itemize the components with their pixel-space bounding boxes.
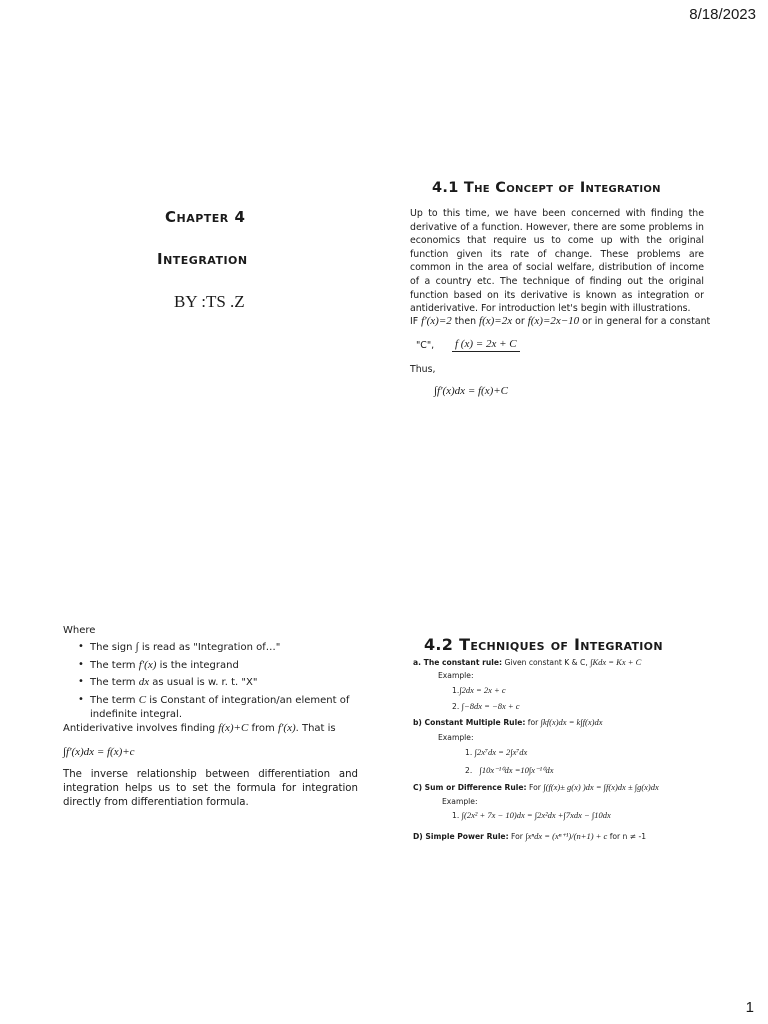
example-item: 2. ∫−8dx = −8x + c (452, 701, 520, 711)
page-number: 1 (745, 999, 754, 1016)
example-label: Example: (438, 733, 474, 742)
antiderivative-formula: ∫f′(x)dx = f(x)+c (63, 746, 135, 758)
example-item: 1.∫2dx = 2x + c (452, 685, 506, 695)
where-label: Where (63, 625, 96, 636)
example-label: Example: (442, 797, 478, 806)
rule-b: b) Constant Multiple Rule: for ∫kf(x)dx = k∫f(x)dx (413, 717, 603, 727)
section-title-techniques: 4.2 Techniques of Integration (424, 635, 663, 654)
if-math-3: f(x)=2x−10 (527, 315, 580, 327)
chapter-title: Chapter 4 (165, 208, 246, 226)
constant-formula: f (x) = 2x + C (452, 338, 520, 352)
rule-a: a. The constant rule: Given constant K & C, ∫Kdx = Kx + C (413, 657, 642, 667)
if-statement (410, 315, 710, 327)
integral-formula: ∫f′(x)dx = f(x)+C (434, 385, 509, 397)
rule-c: C) Sum or Difference Rule: For ∫(f(x)± g(x) )dx = ∫f(x)dx ± ∫g(x)dx (413, 782, 659, 792)
if-then: then (451, 316, 480, 327)
example-item: 2. ∫10x⁻¹⁰dx =10∫x⁻¹⁰dx (465, 765, 554, 775)
if-math-1: f′(x)=2 (421, 315, 452, 327)
section-title-concept: 4.1 The Concept of Integration (432, 180, 661, 196)
if-suffix: or in general for a constant (579, 316, 711, 327)
if-math-2: f(x)=2x (479, 315, 513, 327)
chapter-topic: Integration (157, 250, 248, 268)
antiderivative-line: Antiderivative involves finding f(x)+C from f′(x). That is (63, 722, 336, 734)
author-line: BY :TS .Z (174, 292, 245, 311)
if-prefix: IF (410, 316, 419, 327)
list-item: • The term C is Constant of integration/an element of indefinite integral. (78, 693, 368, 722)
constant-label: "C", (416, 340, 435, 351)
inverse-relationship-paragraph: The inverse relationship between differentiation and integration helps us to set the formula for integration directly from differentiation formula. (63, 769, 358, 808)
list-item: • The term f′(x) is the integrand (78, 658, 368, 673)
example-label: Example: (438, 671, 474, 680)
definition-list (78, 640, 368, 724)
page-date: 8/18/2023 (689, 6, 756, 23)
concept-paragraph: Up to this time, we have been concerned with finding the derivative of a function. However, there are some problems in economics that require us to come up with the original function given its rate of change. These problems are common in the area of social welfare, distribution of income of a country etc. The technique of finding out the original function based on its derivative is known as integration or antiderivative. For introduction let's begin with illustrations. (410, 208, 704, 315)
example-item: 1. ∫(2x² + 7x − 10)dx = ∫2x²dx +∫7xdx − ∫10dx (452, 810, 611, 820)
if-or: or (512, 316, 528, 327)
list-item: • The sign ∫ is read as "Integration of…" (78, 640, 368, 655)
thus-label: Thus, (410, 364, 436, 375)
list-item: • The term dx as usual is w. r. t. "X" (78, 675, 368, 690)
rule-d: D) Simple Power Rule: For ∫xⁿdx = (xⁿ⁺¹)/(n+1) + c for n ≠ -1 (413, 831, 647, 841)
example-item: 1. ∫2x⁷dx = 2∫x⁷dx (465, 747, 528, 757)
